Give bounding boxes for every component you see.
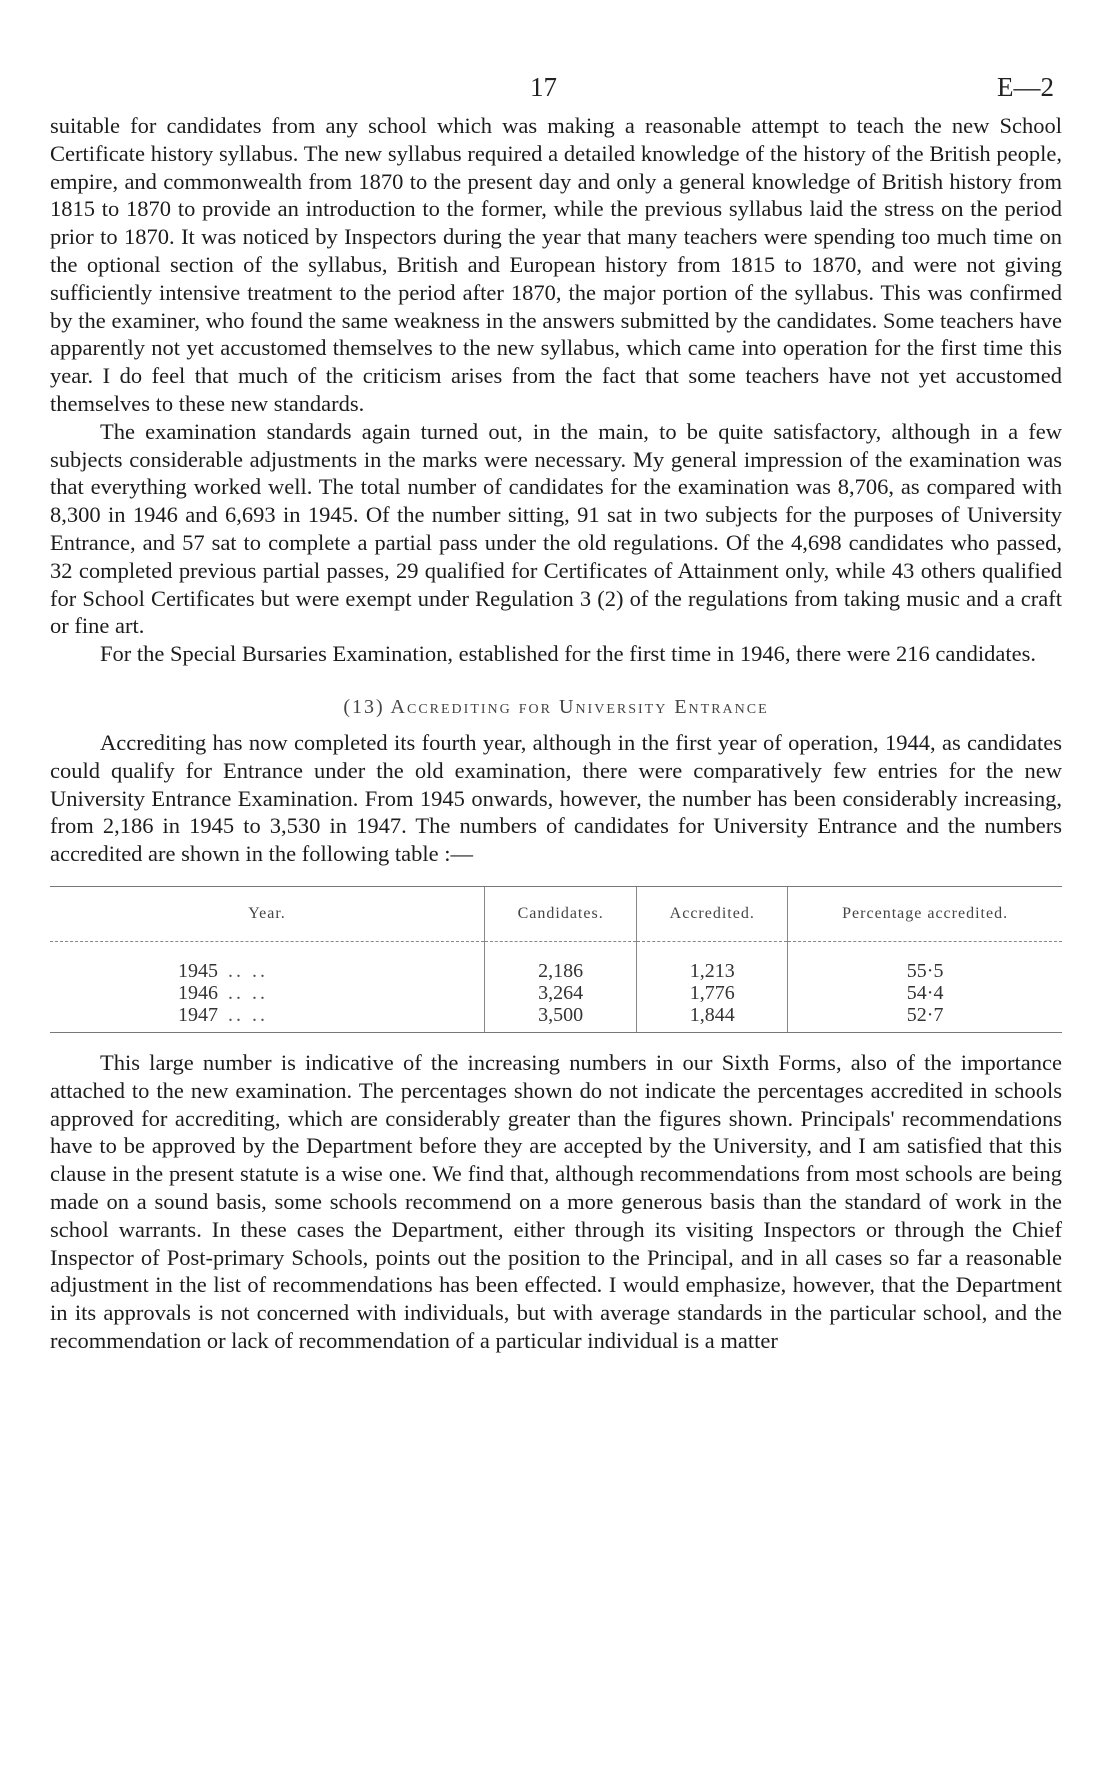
paragraph-history-syllabus: suitable for candidates from any school which was making a reasonable attempt to teach the new School Certificate history syllabus. The new syllabus required a detailed knowledge of the history of the British people, empire, and commonwealth from 1870 to the present day and only a general knowledge of British history from 1815 to 1870 to provide an introduction to the former, while the previous syllabus laid the stress on the period prior to 1870. It was noticed by Inspectors during the year that many teachers were spending too much time on the optional section of the syllabus, British and European history from 1815 to 1870, and were not giving sufficiently intensive treatment to the period after 1870, the major portion of the syllabus. This was confirmed by the examiner, who found the same weakness in the answers submitted by the candidates. Some teachers have apparently not yet accustomed themselves to the new syllabus, which came into operation for the first time this year. I do feel that much of the criticism arises from the fact that some teachers have not yet accustomed themselves to these new standards. [50,113,1062,416]
page-header [50,72,1062,112]
accrediting-table [50,886,1062,1033]
column-header-candidates: Candidates. [485,886,637,941]
paragraph-special-bursaries: For the Special Bursaries Examination, established for the first time in 1946, there were 216 candidates. [100,641,1036,667]
table-row [50,941,1062,982]
table-header-row [50,886,1062,941]
leader-dots: .. .. [228,981,268,1004]
page-number: 17 [530,72,557,102]
paragraph-sixth-forms: This large number is indicative of the increasing numbers in our Sixth Forms, also of the importance attached to the new examination. The percentages shown do not indicate the percentages accredited in schools approved for accrediting, which are considerably greater than the figures shown. Principals' recommendations have to be approved by the Department before they are accepted by the University, and I am satisfied that this clause in the present statute is a wise one. We find that, although recommendations from most schools are being made on a sound basis, some schools recommend on a more generous basis than the standard of work in the school warrants. In these cases the Department, either through its visiting Inspectors or through the Chief Inspector of Post-primary Schools, points out the position to the Principal, and in all cases so far a reasonable adjustment in the list of recommendations has been effected. I would emphasize, however, that the Department in its approvals is not concerned with individuals, but with average standards in the particular school, and the recommendation or lack of recommendation of a particular individual is a matter [50,1049,1062,1353]
column-header-accredited: Accredited. [637,886,788,941]
cell-year: 1945 .. .. [178,959,268,982]
accrediting-table-wrapper [50,886,1062,1033]
cell-candidates: 2,186 [485,941,637,982]
leader-dots: .. .. [228,1003,268,1026]
paragraph-examination-standards: The examination standards again turned out, in the main, to be quite satisfactory, although in a few subjects considerable adjustments in the marks were necessary. My general impression of the examination was that everything worked well. The total number of candidates for the examination was 8,706, as compared with 8,300 in 1946 and 6,693 in 1945. Of the number sitting, 91 sat in two subjects for the purposes of University Entrance, and 57 sat to complete a partial pass under the old regulations. Of the 4,698 candidates who passed, 32 completed previous partial passes, 29 qualified for Certificates of Attainment only, while 43 others qualified for School Certificates but were exempt under Regulation 3 (2) of the regulations from taking music and a craft or fine art. [50,418,1062,639]
cell-accredited: 1,844 [637,1004,788,1033]
paragraph-accrediting: Accrediting has now completed its fourth year, although in the first year of operation, 1944, as candidates could qualify for Entrance under the old examination, there were comparatively few entries for the new University Entrance Examination. From 1945 onwards, however, the number has been considerably increasing, from 2,186 in 1945 to 3,530 in 1947. The numbers of candidates for University Entrance and the numbers accredited are shown in the following table :— [50,729,1062,867]
leader-dots: .. .. [228,959,268,982]
document-reference: E—2 [997,72,1054,102]
cell-candidates: 3,500 [485,1004,637,1033]
cell-percentage: 55·5 [788,941,1062,982]
document-page [50,72,1062,1355]
section-heading: (13) Accrediting for University Entrance [343,695,769,718]
table-row [50,982,1062,1004]
table-row [50,1004,1062,1033]
cell-percentage: 52·7 [788,1004,1062,1033]
column-header-percentage: Percentage accredited. [788,886,1062,941]
cell-percentage: 54·4 [788,982,1062,1004]
cell-accredited: 1,213 [637,941,788,982]
column-header-year: Year. [50,886,485,941]
cell-accredited: 1,776 [637,982,788,1004]
cell-year: 1946 .. .. [178,981,268,1004]
cell-year: 1947 .. .. [50,1004,485,1033]
cell-candidates: 3,264 [485,982,637,1004]
